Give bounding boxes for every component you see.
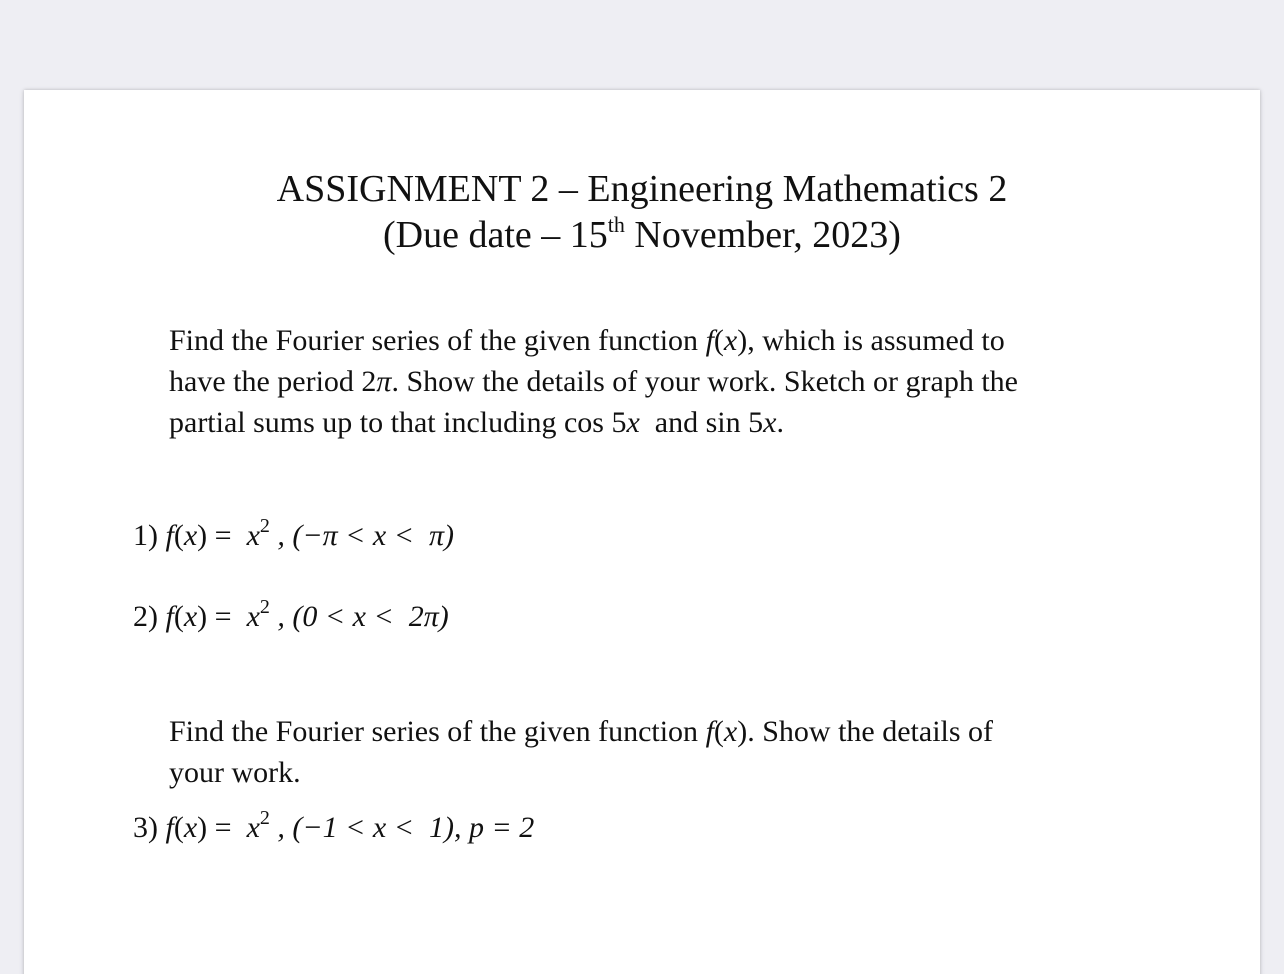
- text-run: partial sums up to that including cos 5: [169, 406, 627, 439]
- text-run: ) =: [197, 600, 247, 633]
- math-f: f: [165, 600, 174, 633]
- math-pi: π: [376, 365, 392, 398]
- math-x: x: [246, 811, 260, 844]
- instructions-line-1: [169, 711, 993, 752]
- due-date: [0, 212, 1284, 263]
- math-x: x: [246, 600, 260, 633]
- instructions-paragraph-2: [169, 711, 993, 793]
- math-x: x: [183, 811, 198, 844]
- text-run: .: [776, 406, 784, 439]
- text-run: (: [713, 324, 724, 357]
- math-f: f: [165, 811, 174, 844]
- text-run: Find the Fourier series of the given function: [169, 715, 706, 748]
- due-date-suffix: November, 2023): [624, 214, 901, 256]
- math-domain: , (−1 < x < 1), p = 2: [269, 811, 535, 844]
- math-x: x: [723, 715, 738, 748]
- problem-number: 2): [133, 600, 166, 633]
- math-exponent: 2: [259, 515, 270, 537]
- text-run: ), which is assumed to: [737, 324, 1005, 357]
- problem-number: 1): [133, 519, 166, 552]
- assignment-title: ASSIGNMENT 2 – Engineering Mathematics 2: [276, 168, 1008, 210]
- text-run: (: [713, 715, 724, 748]
- text-run: (: [173, 600, 184, 633]
- instructions-paragraph-1: [169, 320, 1018, 443]
- math-domain: , (−π < x < π): [269, 519, 455, 552]
- math-x: x: [626, 406, 640, 439]
- due-date-prefix: (Due date – 15: [383, 214, 608, 256]
- math-x: x: [763, 406, 777, 439]
- text-run: (: [173, 519, 184, 552]
- text-run: . Show the details of your work. Sketch or graph the: [391, 365, 1018, 398]
- math-x: x: [246, 519, 260, 552]
- instructions-line-2: [169, 361, 1018, 402]
- math-exponent: 2: [259, 596, 270, 618]
- problem-2: [133, 597, 449, 640]
- math-f: f: [705, 324, 714, 357]
- due-date-ordinal: th: [607, 212, 625, 237]
- math-x: x: [183, 519, 198, 552]
- text-run: have the period 2: [169, 365, 377, 398]
- instructions-line-2: your work.: [169, 756, 301, 789]
- text-run: ). Show the details of: [737, 715, 994, 748]
- text-run: Find the Fourier series of the given function: [169, 324, 706, 357]
- problem-3: [133, 808, 534, 851]
- text-run: ) =: [197, 811, 247, 844]
- math-f: f: [165, 519, 174, 552]
- instructions-line-1: [169, 320, 1018, 361]
- text-run: ) =: [197, 519, 247, 552]
- math-domain: , (0 < x < 2π): [269, 600, 449, 633]
- math-x: x: [183, 600, 198, 633]
- problem-number: 3): [133, 811, 166, 844]
- math-x: x: [723, 324, 738, 357]
- problem-1: [133, 516, 454, 559]
- text-run: and sin 5: [639, 406, 764, 439]
- text-run: (: [173, 811, 184, 844]
- math-exponent: 2: [259, 807, 270, 829]
- math-f: f: [705, 715, 714, 748]
- instructions-line-3: [169, 402, 1018, 443]
